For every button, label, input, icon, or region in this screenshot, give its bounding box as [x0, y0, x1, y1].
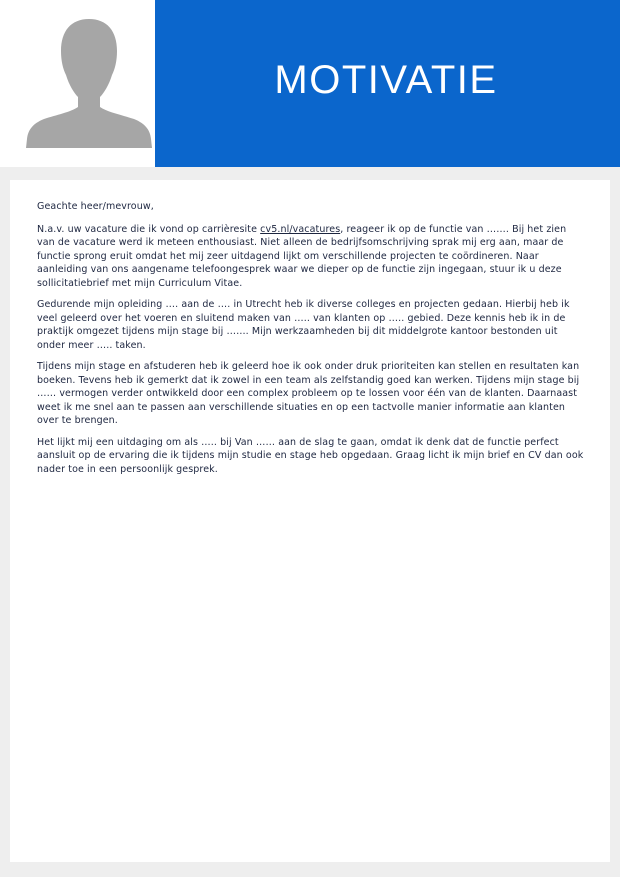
vacatures-link[interactable]: cv5.nl/vacatures [260, 223, 341, 235]
letter-body [37, 200, 587, 484]
letter-paragraph-1 [37, 223, 587, 291]
letter-greeting: Geachte heer/mevrouw, [37, 201, 154, 212]
header-band [155, 0, 620, 167]
letter-paragraph-3: Tijdens mijn stage en afstuderen heb ik geleerd hoe ik ook onder druk prioriteiten kan stellen en resultaten kan boeken. Tevens heb ik gemerkt dat ik zowel in een team als zelfstandig goed kan werken. Tijdens mijn stage bij …… vermogen verder ontwikkeld door een complex probleem op te lossen voor één van de klanten. Daarnaast weet ik me snel aan te passen aan verschillende situaties en op een tactvolle manier informatie aan klanten over te brengen. [37, 361, 580, 426]
user-silhouette-icon [26, 17, 152, 148]
profile-photo-placeholder [0, 0, 155, 167]
page-title: MOTIVATIE [274, 58, 498, 102]
letter-paragraph-4: Het lijkt mij een uitdaging om als ….. bij Van …… aan de slag te gaan, omdat ik denk dat de functie perfect aansluit op de ervaring die ik tijdens mijn studie en stage heb opgedaan. Graag licht ik mijn brief en CV dan ook nader toe in een persoonlijk gesprek. [37, 436, 584, 475]
letter-paragraph-2: Gedurende mijn opleiding …. aan de …. in Utrecht heb ik diverse colleges en projecten gedaan. Hierbij heb ik veel geleerd over het voeren en sluitend maken van ….. van klanten op ….. gebied. Deze kennis heb ik in de praktijk omgezet tijdens mijn stage bij ……. Mijn werkzaamheden bij dit middelgrote kantoor bestonden uit onder meer ….. taken. [37, 299, 570, 351]
letter-paragraph-1-end: , reageer ik op de functie van ……. Bij het zien van de vacature werd ik meteen enthousiast. Niet alleen de bedrijfsomschrijving sprak mij erg aan, maar de functie sprong eruit omdat het mij zeer uitdagend lijkt om verschillende projecten te coördineren. Naar aanleiding van ons aangename telefoongesprek waar we dieper op de functie zijn ingegaan, stuur ik u deze sollicitatiebrief met mijn Curriculum Vitae. [37, 223, 567, 289]
letter-sheet [10, 180, 610, 862]
letter-paragraph-1-start: N.a.v. uw vacature die ik vond op carrièresite [37, 223, 261, 235]
